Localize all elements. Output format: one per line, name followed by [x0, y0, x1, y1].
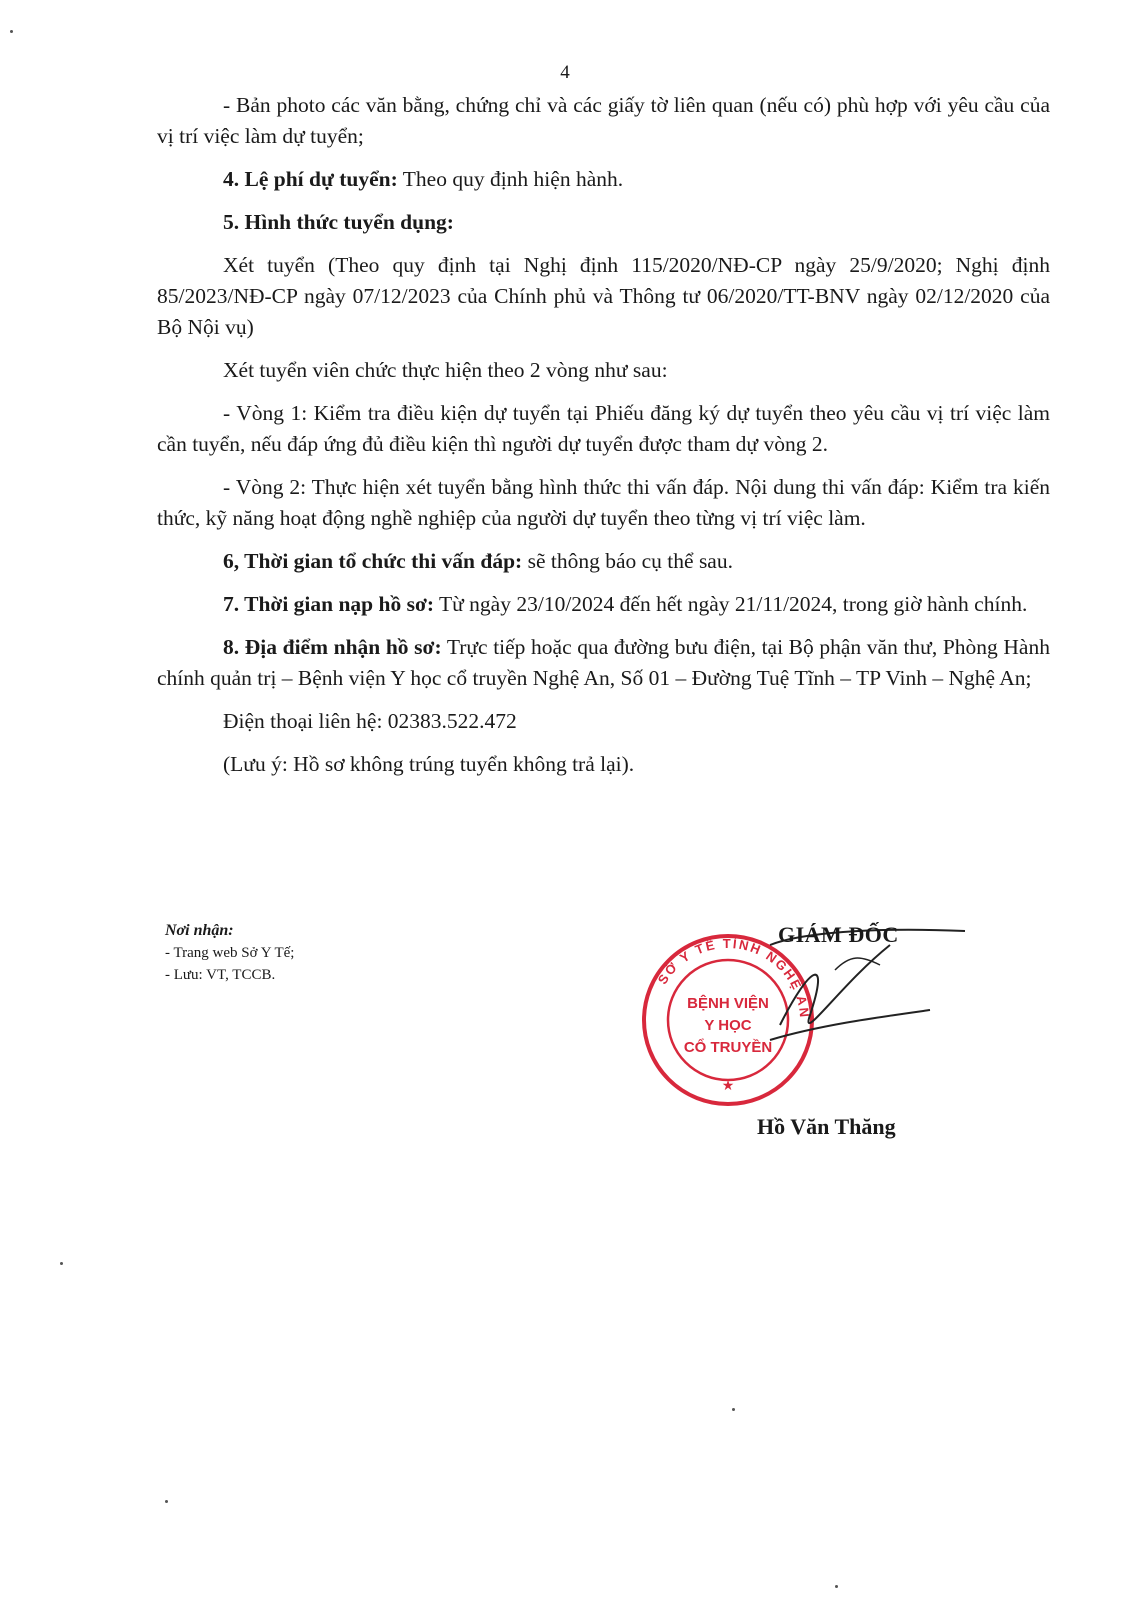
- signer-title: GIÁM ĐỐC: [778, 922, 899, 947]
- submission-time-paragraph: 7. Thời gian nạp hồ sơ: Từ ngày 23/10/2024 đến hết ngày 21/11/2024, trong giờ hành chính.: [223, 592, 1028, 616]
- seal-line: Y HỌC: [704, 1017, 752, 1034]
- scan-speck: [165, 1500, 168, 1503]
- paragraph: Xét tuyển (Theo quy định tại Nghị định 115/2020/NĐ-CP ngày 25/9/2020; Nghị định 85/2023/NĐ-CP ngày 07/12/2023 của Chính phủ và Thông tư 06/2020/TT-BNV ngày 02/12/2020 của Bộ Nội vụ): [157, 253, 1050, 339]
- scan-speck: [10, 30, 13, 33]
- signer-name: Hồ Văn Thăng: [757, 1114, 896, 1139]
- submission-place-paragraph: 8. Địa điểm nhận hồ sơ: Trực tiếp hoặc qua đường bưu điện, tại Bộ phận văn thư, Phòng Hành chính quản trị – Bệnh viện Y học cổ truyền Nghệ An, Số 01 – Đường Tuệ Tĩnh – TP Vinh – Nghệ An;: [157, 635, 1050, 690]
- seal-line: BỆNH VIỆN: [687, 995, 769, 1012]
- note-paragraph: (Lưu ý: Hồ sơ không trúng tuyển không trả lại).: [223, 752, 635, 776]
- contact-phone: Điện thoại liên hệ: 02383.522.472: [223, 709, 517, 733]
- fee-paragraph: 4. Lệ phí dự tuyển: Theo quy định hiện hành.: [223, 167, 624, 191]
- paragraph: Xét tuyển viên chức thực hiện theo 2 vòng như sau:: [223, 358, 668, 382]
- scan-speck: [60, 1262, 63, 1265]
- scan-speck: [732, 1408, 735, 1411]
- seal-star-icon: ★: [721, 1079, 735, 1094]
- document-body: [157, 90, 1050, 792]
- round-2-paragraph: - Vòng 2: Thực hiện xét tuyển bằng hình thức thi vấn đáp. Nội dung thi vấn đáp: Kiểm tra kiến thức, kỹ năng hoạt động nghề nghiệp của người dự tuyển theo từng vị trí việc làm.: [157, 475, 1050, 530]
- page-number: 4: [560, 62, 570, 83]
- seal-line: CỔ TRUYỀN: [683, 1039, 773, 1056]
- recipient-item: - Lưu: VT, TCCB.: [165, 967, 276, 983]
- recipients-heading: Nơi nhận:: [165, 922, 234, 939]
- recipient-item: - Trang web Sở Y Tế;: [165, 945, 295, 961]
- exam-time-paragraph: 6, Thời gian tổ chức thi vấn đáp: sẽ thông báo cụ thể sau.: [223, 549, 733, 573]
- recipients-block: [165, 920, 294, 986]
- round-1-paragraph: - Vòng 1: Kiểm tra điều kiện dự tuyển tại Phiếu đăng ký dự tuyển theo yêu cầu vị trí việc làm cần tuyển, nếu đáp ứng đủ điều kiện thì người dự tuyển được tham dự vòng 2.: [157, 401, 1050, 456]
- scan-speck: [835, 1585, 838, 1588]
- recruitment-form-heading: 5. Hình thức tuyển dụng:: [223, 210, 454, 234]
- seal-ring-text: SỞ Y TẾ TỈNH NGHỆ AN: [654, 935, 813, 1020]
- paragraph: - Bản photo các văn bằng, chứng chỉ và các giấy tờ liên quan (nếu có) phù hợp với yêu cầu của vị trí việc làm dự tuyển;: [157, 93, 1050, 148]
